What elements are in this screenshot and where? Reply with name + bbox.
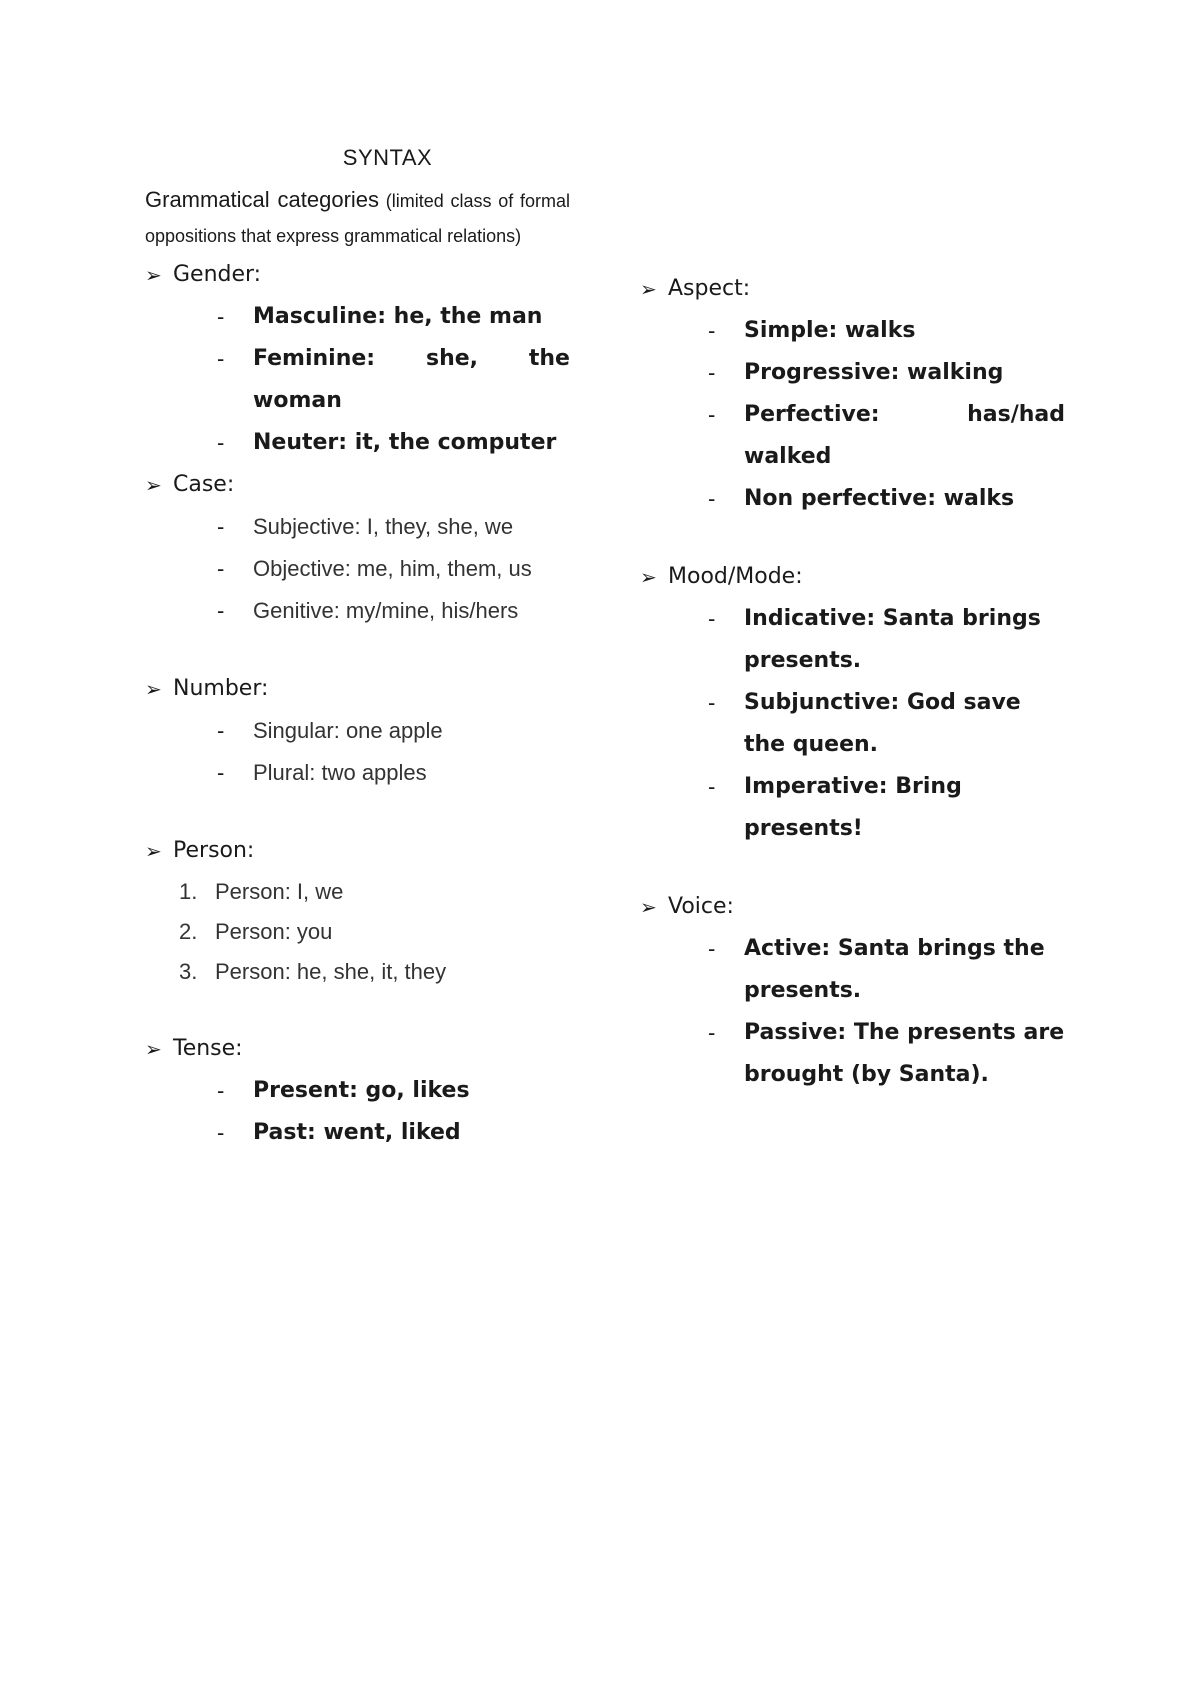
item-list [145, 506, 570, 632]
word: Feminine: [253, 346, 376, 371]
dash-bullet: - [708, 936, 716, 961]
heading-text: Gender: [173, 262, 262, 287]
list-item [145, 752, 570, 794]
justified-line [744, 394, 1065, 436]
item-list [145, 710, 570, 794]
list-item [145, 1112, 570, 1154]
arrow-bullet-icon: ➢ [145, 839, 162, 863]
section-heading [640, 268, 1065, 310]
numbered-item [145, 952, 570, 992]
dash-bullet: - [217, 304, 225, 329]
section-heading [145, 668, 570, 710]
dash-bullet: - [217, 598, 225, 623]
section-mood [640, 556, 1065, 850]
dash-bullet: - [708, 402, 716, 427]
arrow-bullet-icon: ➢ [640, 277, 657, 301]
heading-text: Case: [173, 472, 235, 497]
dash-bullet: - [217, 556, 225, 581]
item-text: Genitive: my/mine, his/hers [253, 598, 519, 623]
intro-lead: Grammatical categories [145, 187, 380, 212]
section-heading [145, 1028, 570, 1070]
list-item [145, 296, 570, 338]
item-text: Subjunctive: God save the queen. [744, 690, 1021, 757]
dash-bullet: - [217, 1120, 225, 1145]
item-text: Past: went, liked [253, 1120, 461, 1145]
item-text: Person: he, she, it, they [215, 959, 447, 984]
right-column [640, 268, 1065, 1096]
heading-text: Mood/Mode: [668, 564, 803, 589]
word: she, [425, 346, 479, 371]
intro-paragraph [145, 182, 570, 254]
section-heading [640, 556, 1065, 598]
list-item [145, 710, 570, 752]
dash-bullet: - [708, 774, 716, 799]
item-number: 1. [179, 879, 198, 904]
numbered-list [145, 872, 570, 992]
list-item [640, 310, 1065, 352]
item-text [253, 338, 570, 422]
dash-bullet: - [217, 346, 225, 371]
dash-bullet: - [217, 1078, 225, 1103]
arrow-bullet-icon: ➢ [145, 1037, 162, 1061]
item-text: Active: Santa brings the presents. [744, 936, 1045, 1003]
section-heading [145, 254, 570, 296]
document-title: SYNTAX [342, 145, 433, 170]
item-text: Indicative: Santa brings presents. [744, 606, 1041, 673]
section-case [145, 464, 570, 632]
list-item [640, 766, 1065, 850]
list-item [145, 506, 570, 548]
item-number: 2. [179, 919, 198, 944]
dash-bullet: - [217, 760, 225, 785]
intro-rest: (limited class of formal oppositions that express grammatical relations) [145, 191, 570, 246]
list-item [640, 598, 1065, 682]
item-list [145, 1070, 570, 1154]
item-list [640, 310, 1065, 520]
section-heading [640, 886, 1065, 928]
word: the [528, 346, 570, 371]
word: woman [253, 388, 342, 413]
item-text: Simple: walks [744, 318, 916, 343]
dash-bullet: - [708, 606, 716, 631]
word: has/had [967, 402, 1065, 427]
arrow-bullet-icon: ➢ [145, 677, 162, 701]
item-list [640, 598, 1065, 850]
list-item [640, 352, 1065, 394]
word: walked [744, 444, 832, 469]
dash-bullet: - [217, 430, 225, 455]
word: Perfective: [744, 402, 880, 427]
item-number: 3. [179, 959, 198, 984]
list-item [145, 548, 570, 590]
item-text: Singular: one apple [253, 718, 443, 743]
section-heading [145, 464, 570, 506]
dash-bullet: - [708, 360, 716, 385]
item-text: Imperative: Bring presents! [744, 774, 962, 841]
section-number [145, 668, 570, 794]
section-tense [145, 1028, 570, 1154]
item-text: Objective: me, him, them, us [253, 556, 532, 581]
numbered-item [145, 872, 570, 912]
list-item [145, 590, 570, 632]
list-item [640, 1012, 1065, 1096]
list-item [640, 394, 1065, 478]
item-text: Present: go, likes [253, 1078, 470, 1103]
item-text: Person: I, we [215, 879, 344, 904]
section-voice [640, 886, 1065, 1096]
arrow-bullet-icon: ➢ [145, 263, 162, 287]
item-text: Plural: two apples [253, 760, 427, 785]
dash-bullet: - [708, 318, 716, 343]
numbered-item [145, 912, 570, 952]
section-heading [145, 830, 570, 872]
item-text: Passive: The presents are brought (by Santa). [744, 1020, 1065, 1087]
dash-bullet: - [217, 718, 225, 743]
dash-bullet: - [708, 690, 716, 715]
item-text: Person: you [215, 919, 333, 944]
heading-text: Tense: [173, 1036, 243, 1061]
list-item [640, 682, 1065, 766]
heading-text: Person: [173, 838, 255, 863]
item-text: Neuter: it, the computer [253, 430, 557, 455]
section-gender [145, 254, 570, 464]
item-text: Non perfective: walks [744, 486, 1015, 511]
item-text [744, 394, 1065, 478]
section-aspect [640, 268, 1065, 520]
heading-text: Aspect: [668, 276, 751, 301]
item-text: Progressive: walking [744, 360, 1004, 385]
list-item [145, 1070, 570, 1112]
dash-bullet: - [217, 514, 225, 539]
item-list [640, 928, 1065, 1096]
section-person [145, 830, 570, 992]
justified-line [253, 338, 570, 380]
arrow-bullet-icon: ➢ [640, 895, 657, 919]
list-item [640, 478, 1065, 520]
dash-bullet: - [708, 1020, 716, 1045]
heading-text: Number: [173, 676, 269, 701]
list-item [640, 928, 1065, 1012]
left-column [145, 140, 570, 1154]
item-list [145, 296, 570, 464]
list-item [145, 338, 570, 422]
dash-bullet: - [708, 486, 716, 511]
arrow-bullet-icon: ➢ [145, 473, 162, 497]
item-text: Subjective: I, they, she, we [253, 514, 514, 539]
list-item [145, 422, 570, 464]
item-text: Masculine: he, the man [253, 304, 543, 329]
arrow-bullet-icon: ➢ [640, 565, 657, 589]
heading-text: Voice: [668, 894, 734, 919]
